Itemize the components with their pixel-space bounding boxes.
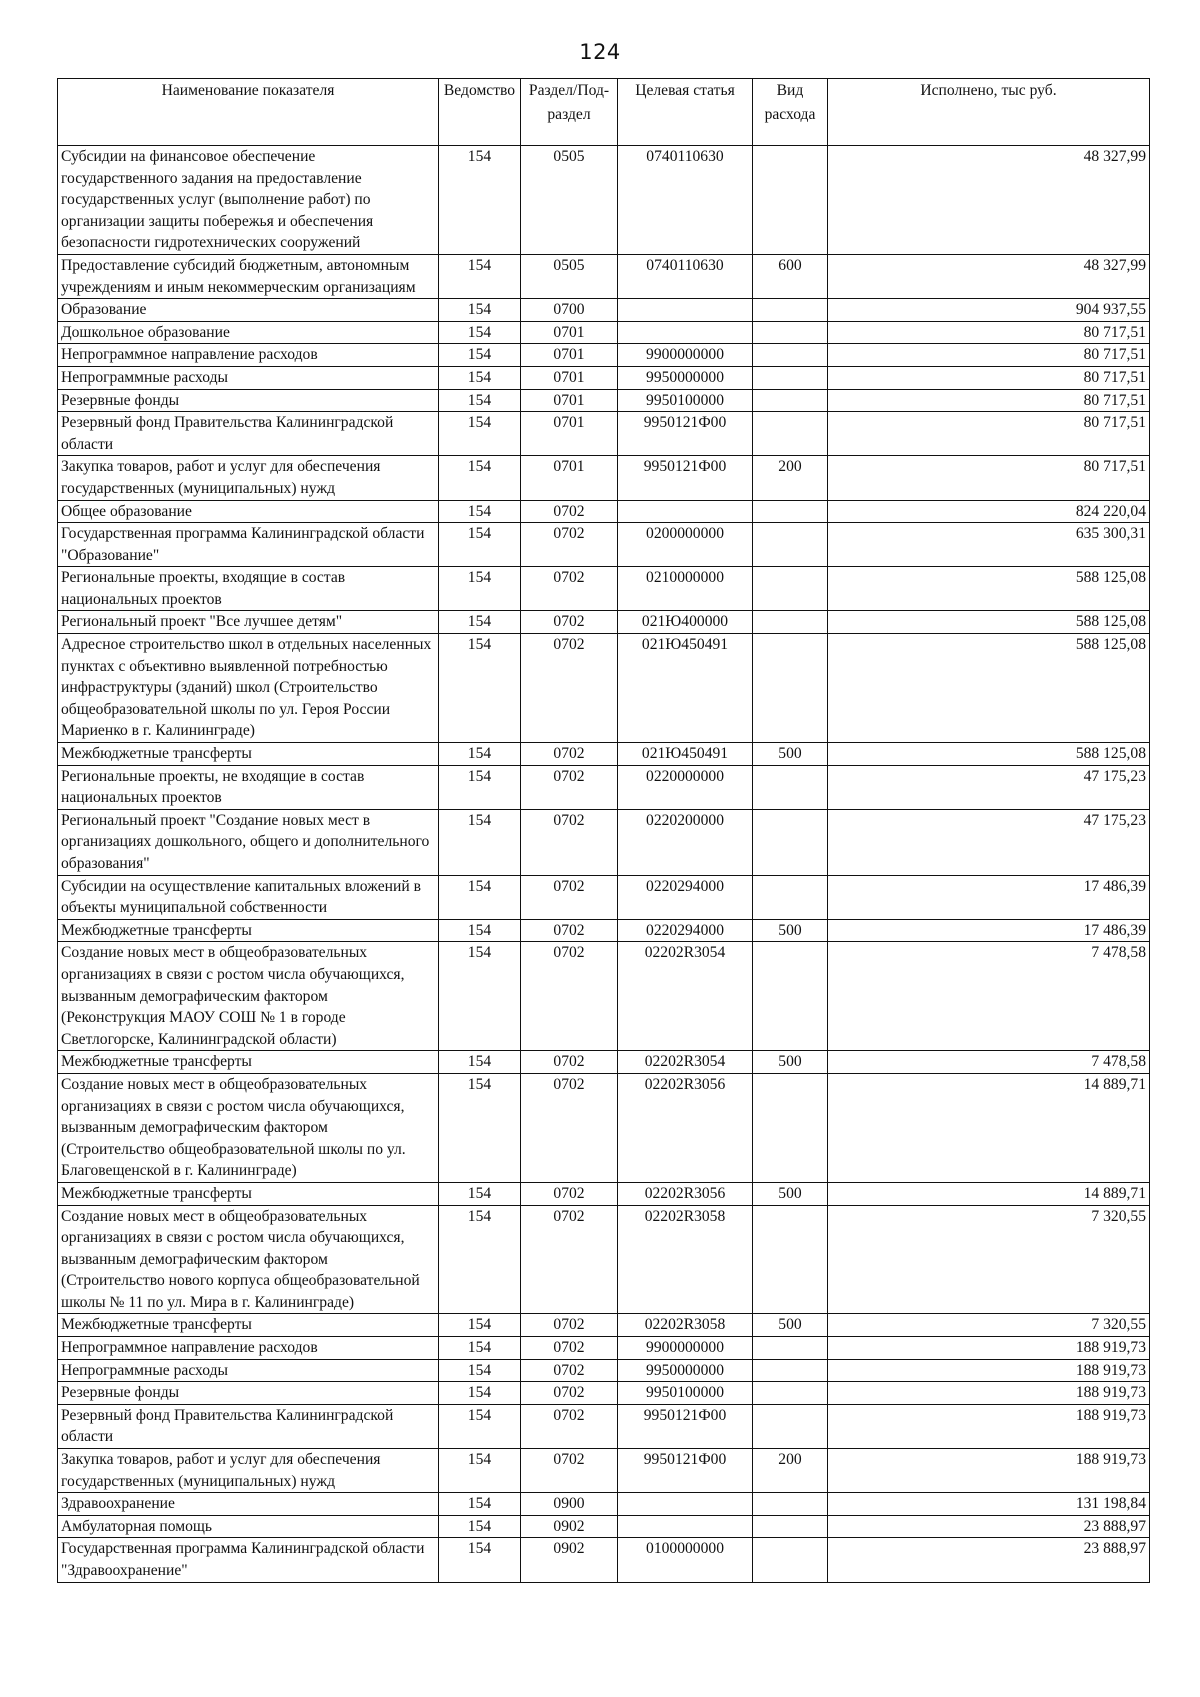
table-row [58, 1337, 1150, 1360]
cell-name: Образование [58, 299, 439, 322]
cell-kind [753, 1382, 828, 1405]
cell-kind: 500 [753, 743, 828, 766]
cell-article [618, 1515, 753, 1538]
cell-section: 0702 [521, 1314, 618, 1337]
cell-dept: 154 [439, 523, 521, 567]
cell-kind [753, 1493, 828, 1516]
cell-article: 9900000000 [618, 1337, 753, 1360]
cell-kind [753, 1404, 828, 1448]
cell-section: 0702 [521, 809, 618, 875]
budget-table [57, 78, 1150, 1583]
cell-article [618, 299, 753, 322]
table-row [58, 1515, 1150, 1538]
cell-executed: 14 889,71 [828, 1182, 1150, 1205]
cell-article: 0220294000 [618, 875, 753, 919]
cell-article: 0740110630 [618, 254, 753, 298]
cell-dept: 154 [439, 765, 521, 809]
header-kind: Вид расхода [753, 79, 828, 146]
cell-kind: 600 [753, 254, 828, 298]
cell-kind [753, 567, 828, 611]
cell-name: Дошкольное образование [58, 321, 439, 344]
table-row [58, 523, 1150, 567]
cell-section: 0702 [521, 875, 618, 919]
cell-kind [753, 634, 828, 743]
cell-dept: 154 [439, 567, 521, 611]
cell-article: 9950000000 [618, 366, 753, 389]
cell-dept: 154 [439, 146, 521, 255]
cell-executed: 48 327,99 [828, 146, 1150, 255]
cell-executed: 80 717,51 [828, 344, 1150, 367]
cell-dept: 154 [439, 1493, 521, 1516]
cell-dept: 154 [439, 1449, 521, 1493]
table-row [58, 919, 1150, 942]
cell-section: 0702 [521, 1382, 618, 1405]
cell-name: Общее образование [58, 500, 439, 523]
table-body [58, 146, 1150, 1583]
cell-dept: 154 [439, 1182, 521, 1205]
cell-dept: 154 [439, 743, 521, 766]
cell-executed: 188 919,73 [828, 1449, 1150, 1493]
table-row [58, 743, 1150, 766]
cell-executed: 904 937,55 [828, 299, 1150, 322]
cell-name: Создание новых мест в общеобразовательных организациях в связи с ростом числа обучающихся, вызванным демографическим фактором (Реконструкция МАОУ СОШ № 1 в городе Светлогорске, Калининградской области) [58, 942, 439, 1051]
cell-executed: 23 888,97 [828, 1515, 1150, 1538]
cell-kind [753, 809, 828, 875]
cell-executed: 188 919,73 [828, 1359, 1150, 1382]
cell-article [618, 321, 753, 344]
cell-dept: 154 [439, 456, 521, 500]
cell-article: 02202R3058 [618, 1314, 753, 1337]
cell-kind: 500 [753, 1051, 828, 1074]
table-row [58, 1314, 1150, 1337]
cell-name: Здравоохранение [58, 1493, 439, 1516]
cell-kind [753, 344, 828, 367]
table-row [58, 875, 1150, 919]
cell-dept: 154 [439, 1051, 521, 1074]
cell-executed: 80 717,51 [828, 389, 1150, 412]
cell-name: Резервные фонды [58, 1382, 439, 1405]
cell-section: 0505 [521, 254, 618, 298]
cell-kind [753, 366, 828, 389]
cell-executed: 188 919,73 [828, 1404, 1150, 1448]
cell-article: 9950100000 [618, 1382, 753, 1405]
cell-executed: 7 478,58 [828, 942, 1150, 1051]
cell-section: 0702 [521, 1337, 618, 1360]
cell-dept: 154 [439, 366, 521, 389]
cell-dept: 154 [439, 1314, 521, 1337]
cell-section: 0702 [521, 611, 618, 634]
cell-name: Непрограммные расходы [58, 366, 439, 389]
cell-name: Региональный проект "Создание новых мест в организациях дошкольного, общего и дополнительного образования" [58, 809, 439, 875]
cell-executed: 48 327,99 [828, 254, 1150, 298]
cell-executed: 14 889,71 [828, 1073, 1150, 1182]
cell-name: Создание новых мест в общеобразовательных организациях в связи с ростом числа обучающихся, вызванным демографическим фактором (Строительство общеобразовательной школы по ул. Благовещенской в г. Калининграде) [58, 1073, 439, 1182]
table-row [58, 500, 1150, 523]
cell-dept: 154 [439, 875, 521, 919]
table-row [58, 366, 1150, 389]
table-row [58, 1493, 1150, 1516]
cell-section: 0701 [521, 456, 618, 500]
cell-section: 0701 [521, 321, 618, 344]
cell-article: 0200000000 [618, 523, 753, 567]
cell-section: 0701 [521, 389, 618, 412]
cell-dept: 154 [439, 1073, 521, 1182]
cell-dept: 154 [439, 942, 521, 1051]
cell-section: 0701 [521, 344, 618, 367]
table-row [58, 1404, 1150, 1448]
table-row [58, 567, 1150, 611]
cell-dept: 154 [439, 1515, 521, 1538]
cell-dept: 154 [439, 299, 521, 322]
cell-name: Резервный фонд Правительства Калининградской области [58, 1404, 439, 1448]
cell-article: 9950121Ф00 [618, 456, 753, 500]
cell-section: 0702 [521, 743, 618, 766]
cell-article: 021Ю400000 [618, 611, 753, 634]
cell-executed: 47 175,23 [828, 765, 1150, 809]
cell-executed: 7 320,55 [828, 1205, 1150, 1314]
cell-kind: 500 [753, 1314, 828, 1337]
cell-article: 0220000000 [618, 765, 753, 809]
cell-name: Межбюджетные трансферты [58, 1314, 439, 1337]
cell-dept: 154 [439, 1382, 521, 1405]
cell-dept: 154 [439, 412, 521, 456]
cell-dept: 154 [439, 1404, 521, 1448]
table-row [58, 1359, 1150, 1382]
cell-executed: 588 125,08 [828, 567, 1150, 611]
table-header-row [58, 79, 1150, 146]
cell-kind [753, 146, 828, 255]
cell-article: 9900000000 [618, 344, 753, 367]
cell-section: 0702 [521, 567, 618, 611]
cell-section: 0702 [521, 500, 618, 523]
cell-dept: 154 [439, 344, 521, 367]
cell-article: 0220294000 [618, 919, 753, 942]
cell-dept: 154 [439, 809, 521, 875]
header-executed: Исполнено, тыс руб. [828, 79, 1150, 146]
cell-name: Закупка товаров, работ и услуг для обеспечения государственных (муниципальных) нужд [58, 456, 439, 500]
cell-name: Адресное строительство школ в отдельных населенных пунктах с объективно выявленной потребностью инфраструктуры (зданий) школ (Строительство общеобразовательной школы по ул. Героя России Мариенко в г. Калининграде) [58, 634, 439, 743]
cell-executed: 17 486,39 [828, 919, 1150, 942]
cell-name: Субсидии на финансовое обеспечение государственного задания на предоставление государственных услуг (выполнение работ) по организации защиты побережья и обеспечения безопасности гидротехнических сооружений [58, 146, 439, 255]
cell-executed: 17 486,39 [828, 875, 1150, 919]
cell-name: Региональные проекты, входящие в состав национальных проектов [58, 567, 439, 611]
cell-executed: 7 320,55 [828, 1314, 1150, 1337]
cell-article: 9950000000 [618, 1359, 753, 1382]
cell-section: 0702 [521, 919, 618, 942]
cell-dept: 154 [439, 1337, 521, 1360]
cell-dept: 154 [439, 500, 521, 523]
cell-section: 0902 [521, 1538, 618, 1582]
table-row [58, 1449, 1150, 1493]
table-row [58, 634, 1150, 743]
cell-kind [753, 1205, 828, 1314]
cell-article: 02202R3058 [618, 1205, 753, 1314]
cell-article: 0210000000 [618, 567, 753, 611]
cell-kind [753, 1337, 828, 1360]
cell-executed: 635 300,31 [828, 523, 1150, 567]
cell-executed: 188 919,73 [828, 1337, 1150, 1360]
cell-kind: 500 [753, 1182, 828, 1205]
cell-article: 021Ю450491 [618, 743, 753, 766]
cell-name: Закупка товаров, работ и услуг для обеспечения государственных (муниципальных) нужд [58, 1449, 439, 1493]
cell-name: Межбюджетные трансферты [58, 743, 439, 766]
cell-section: 0702 [521, 1404, 618, 1448]
cell-executed: 80 717,51 [828, 412, 1150, 456]
cell-article: 9950121Ф00 [618, 1449, 753, 1493]
cell-name: Непрограммные расходы [58, 1359, 439, 1382]
cell-dept: 154 [439, 254, 521, 298]
cell-section: 0701 [521, 412, 618, 456]
cell-section: 0702 [521, 1073, 618, 1182]
cell-section: 0902 [521, 1515, 618, 1538]
cell-name: Региональный проект "Все лучшее детям" [58, 611, 439, 634]
cell-name: Непрограммное направление расходов [58, 344, 439, 367]
header-name: Наименование показателя [58, 79, 439, 146]
cell-article: 0740110630 [618, 146, 753, 255]
cell-kind [753, 611, 828, 634]
cell-name: Государственная программа Калининградской области "Образование" [58, 523, 439, 567]
cell-section: 0702 [521, 1449, 618, 1493]
header-article: Целевая статья [618, 79, 753, 146]
cell-executed: 188 919,73 [828, 1382, 1150, 1405]
cell-name: Субсидии на осуществление капитальных вложений в объекты муниципальной собственности [58, 875, 439, 919]
cell-dept: 154 [439, 1205, 521, 1314]
cell-article: 0220200000 [618, 809, 753, 875]
cell-executed: 47 175,23 [828, 809, 1150, 875]
table-row [58, 1382, 1150, 1405]
cell-article: 02202R3056 [618, 1073, 753, 1182]
table-row [58, 611, 1150, 634]
cell-executed: 131 198,84 [828, 1493, 1150, 1516]
cell-name: Создание новых мест в общеобразовательных организациях в связи с ростом числа обучающихся, вызванным демографическим фактором (Строительство нового корпуса общеобразовательной школы № 11 по ул. Мира в г. Калининграде) [58, 1205, 439, 1314]
cell-kind [753, 942, 828, 1051]
table-row [58, 344, 1150, 367]
table-row [58, 942, 1150, 1051]
cell-executed: 80 717,51 [828, 321, 1150, 344]
table-row [58, 1182, 1150, 1205]
cell-section: 0702 [521, 523, 618, 567]
cell-article: 02202R3054 [618, 942, 753, 1051]
cell-executed: 824 220,04 [828, 500, 1150, 523]
table-row [58, 1073, 1150, 1182]
table-row [58, 321, 1150, 344]
cell-section: 0702 [521, 634, 618, 743]
cell-article: 02202R3056 [618, 1182, 753, 1205]
cell-executed: 23 888,97 [828, 1538, 1150, 1582]
cell-name: Резервный фонд Правительства Калининградской области [58, 412, 439, 456]
cell-executed: 7 478,58 [828, 1051, 1150, 1074]
cell-kind: 500 [753, 919, 828, 942]
cell-dept: 154 [439, 321, 521, 344]
cell-section: 0900 [521, 1493, 618, 1516]
cell-article: 02202R3054 [618, 1051, 753, 1074]
cell-dept: 154 [439, 919, 521, 942]
table-row [58, 299, 1150, 322]
cell-name: Региональные проекты, не входящие в состав национальных проектов [58, 765, 439, 809]
cell-kind [753, 875, 828, 919]
cell-kind [753, 500, 828, 523]
table-row [58, 456, 1150, 500]
header-section: Раздел/Под-раздел [521, 79, 618, 146]
cell-name: Межбюджетные трансферты [58, 1051, 439, 1074]
cell-executed: 588 125,08 [828, 611, 1150, 634]
table-row [58, 1051, 1150, 1074]
cell-kind [753, 1073, 828, 1182]
table-row [58, 254, 1150, 298]
cell-executed: 588 125,08 [828, 634, 1150, 743]
cell-kind [753, 523, 828, 567]
cell-article: 9950100000 [618, 389, 753, 412]
cell-kind: 200 [753, 456, 828, 500]
cell-executed: 80 717,51 [828, 366, 1150, 389]
cell-article: 9950121Ф00 [618, 412, 753, 456]
table-row [58, 765, 1150, 809]
cell-kind [753, 765, 828, 809]
cell-name: Межбюджетные трансферты [58, 1182, 439, 1205]
cell-article [618, 1493, 753, 1516]
cell-dept: 154 [439, 634, 521, 743]
cell-kind [753, 1359, 828, 1382]
cell-name: Предоставление субсидий бюджетным, автономным учреждениям и иным некоммерческим организациям [58, 254, 439, 298]
cell-executed: 588 125,08 [828, 743, 1150, 766]
cell-article [618, 500, 753, 523]
cell-name: Резервные фонды [58, 389, 439, 412]
cell-dept: 154 [439, 389, 521, 412]
cell-section: 0702 [521, 942, 618, 1051]
cell-kind [753, 1515, 828, 1538]
table-row [58, 1538, 1150, 1582]
cell-kind [753, 321, 828, 344]
table-row [58, 1205, 1150, 1314]
page-number: 124 [579, 40, 621, 64]
cell-section: 0702 [521, 1182, 618, 1205]
cell-kind [753, 412, 828, 456]
cell-kind [753, 299, 828, 322]
table-row [58, 412, 1150, 456]
cell-dept: 154 [439, 611, 521, 634]
table-row [58, 389, 1150, 412]
cell-executed: 80 717,51 [828, 456, 1150, 500]
cell-section: 0702 [521, 1051, 618, 1074]
cell-article: 0100000000 [618, 1538, 753, 1582]
cell-dept: 154 [439, 1359, 521, 1382]
cell-name: Амбулаторная помощь [58, 1515, 439, 1538]
cell-article: 021Ю450491 [618, 634, 753, 743]
cell-section: 0702 [521, 1205, 618, 1314]
cell-section: 0702 [521, 765, 618, 809]
cell-article: 9950121Ф00 [618, 1404, 753, 1448]
cell-section: 0700 [521, 299, 618, 322]
cell-kind [753, 1538, 828, 1582]
cell-section: 0701 [521, 366, 618, 389]
cell-kind [753, 389, 828, 412]
cell-name: Государственная программа Калининградской области "Здравоохранение" [58, 1538, 439, 1582]
header-dept: Ведомство [439, 79, 521, 146]
cell-dept: 154 [439, 1538, 521, 1582]
cell-name: Непрограммное направление расходов [58, 1337, 439, 1360]
cell-name: Межбюджетные трансферты [58, 919, 439, 942]
cell-section: 0505 [521, 146, 618, 255]
cell-kind: 200 [753, 1449, 828, 1493]
table-row [58, 809, 1150, 875]
cell-section: 0702 [521, 1359, 618, 1382]
table-row [58, 146, 1150, 255]
